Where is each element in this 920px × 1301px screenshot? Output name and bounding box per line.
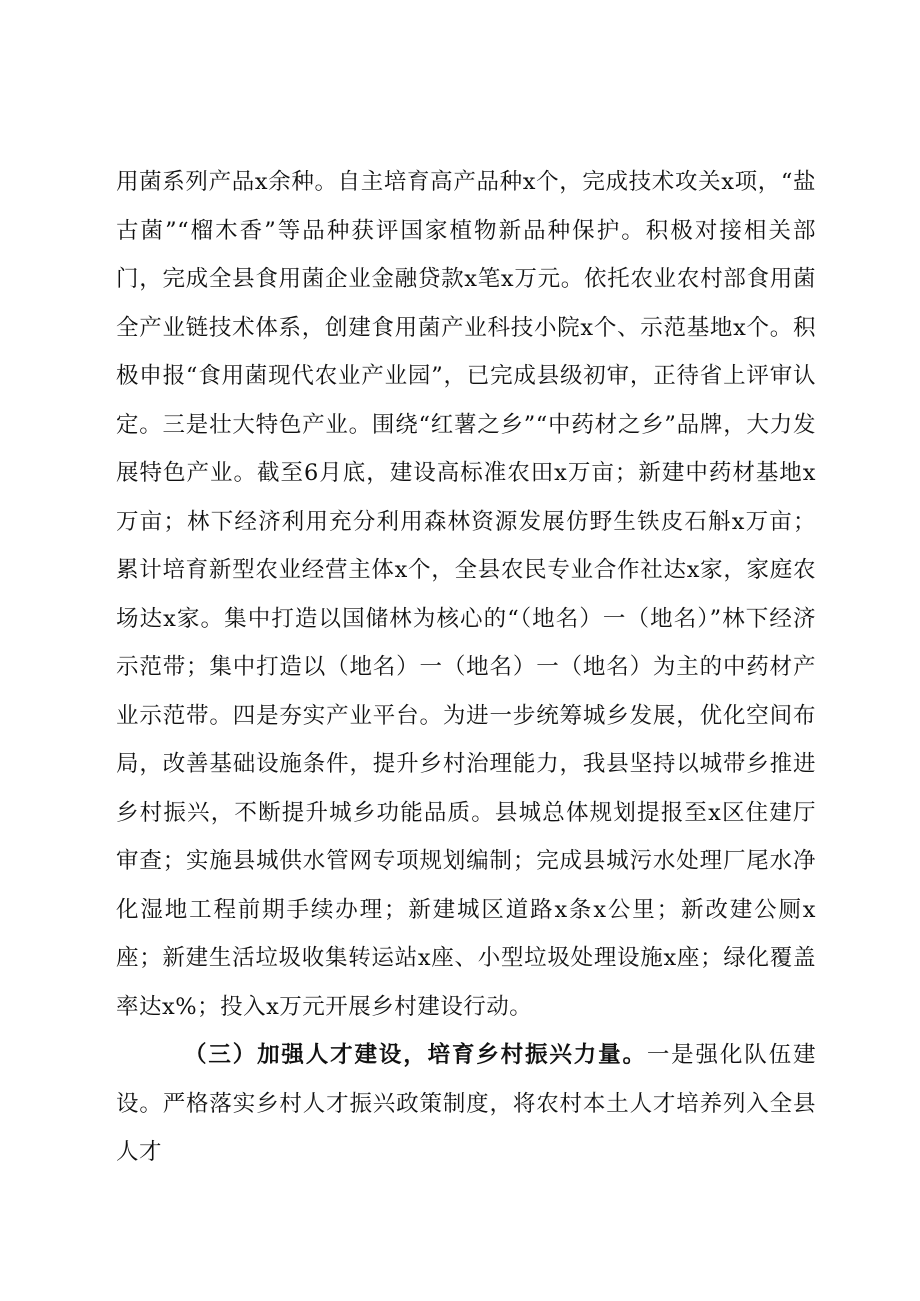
paragraph-1 <box>116 158 816 1031</box>
paragraph-2 <box>116 1031 816 1177</box>
paragraph-2-text: 一是强化队伍建设。严格落实乡村人才振兴政策制度，将农村本土人才培养列入全县人才 <box>116 1042 816 1165</box>
section-heading-talent: （三）加强人才建设，培育乡村振兴力量。 <box>184 1042 647 1068</box>
document-body <box>116 158 816 1177</box>
paragraph-1-text: 用菌系列产品x余种。自主培育高产品种x个，完成技术攻关x项，“盐古菌”“榴木香”等品种获评国家植物新品种保护。积极对接相关部门，完成全县食用菌企业金融贷款x笔x万元。依托农业农村部食用菌全产业链技术体系，创建食用菌产业科技小院x个、示范基地x个。积极申报“食用菌现代农业产业园”，已完成县级初审，正待省上评审认定。三是壮大特色产业。围绕“红薯之乡”“中药材之乡”品牌，大力发展特色产业。截至6月底，建设高标准农田x万亩；新建中药材基地x万亩；林下经济利用充分利用森林资源发展仿野生铁皮石斛x万亩；累计培育新型农业经营主体x个，全县农民专业合作社达x家，家庭农场达x家。集中打造以国储林为核心的“（地名）一（地名）”林下经济示范带；集中打造以（地名）一（地名）一（地名）为主的中药材产业示范带。四是夯实产业平台。为进一步统筹城乡发展，优化空间布局，改善基础设施条件，提升乡村治理能力，我县坚持以城带乡推进乡村振兴，不断提升城乡功能品质。县城总体规划提报至x区住建厅审查；实施县城供水管网专项规划编制；完成县城污水处理厂尾水净化湿地工程前期手续办理；新建城区道路x条x公里；新改建公厕x座；新建生活垃圾收集转运站x座、小型垃圾处理设施x座；绿化覆盖率达x%；投入x万元开展乡村建设行动。 <box>116 169 816 1020</box>
